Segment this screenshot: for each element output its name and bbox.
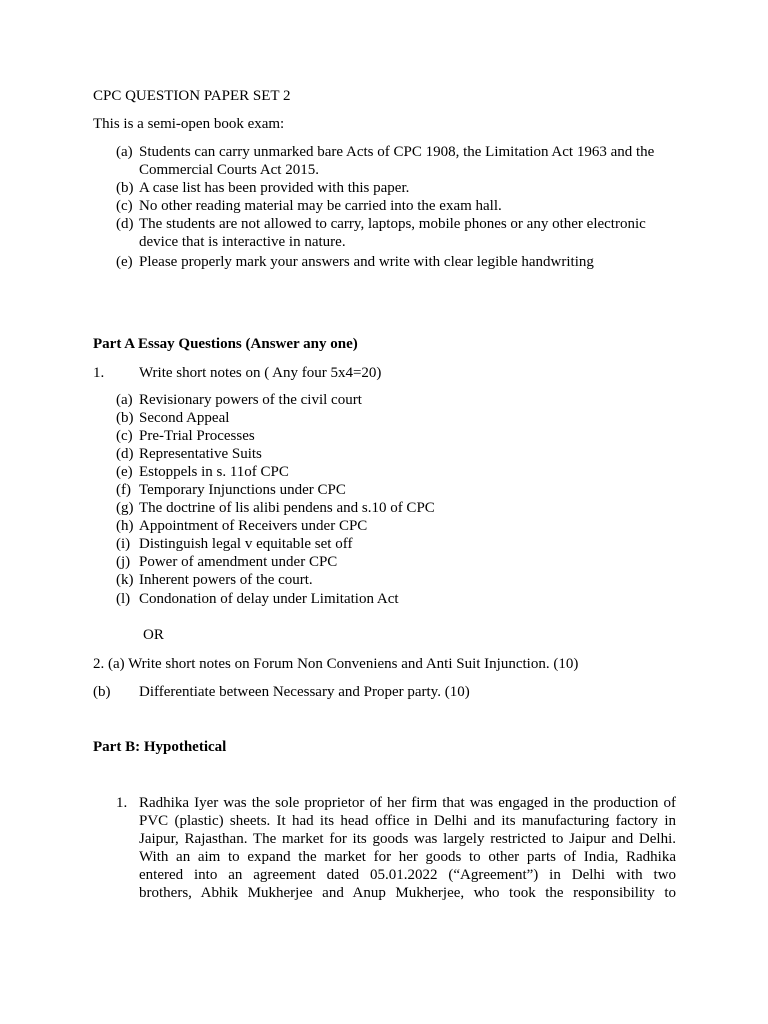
list-item (116, 409, 676, 427)
list-item-label: (e) (116, 464, 133, 480)
rule-item (116, 253, 676, 271)
list-item-text: Distinguish legal v equitable set off (139, 536, 353, 552)
rule-item (116, 197, 676, 215)
list-item (116, 427, 676, 445)
page-title: CPC QUESTION PAPER SET 2 (93, 88, 291, 104)
rule-label: (c) (116, 198, 133, 214)
list-item-label: (a) (116, 392, 133, 408)
list-item-text: Appointment of Receivers under CPC (139, 518, 368, 534)
paragraph-line: PVC (plastic) sheets. It had its head office in Delhi and its manufacturing factory in (139, 813, 676, 829)
list-item (116, 499, 676, 517)
hypothetical-question (116, 794, 676, 902)
list-item-text: Estoppels in s. 11of CPC (139, 464, 289, 480)
paragraph-line: entered into an agreement dated 05.01.2022 (“Agreement”) in Delhi with two (139, 867, 676, 883)
list-item (116, 517, 676, 535)
paragraph-line: Jaipur, Rajasthan. The market for its goods was largely restricted to Jaipur and Delhi. (139, 831, 676, 847)
rule-label: (a) (116, 144, 133, 160)
paragraph-line: brothers, Abhik Mukherjee and Anup Mukherjee, who took the responsibility to (139, 885, 676, 901)
list-item (116, 445, 676, 463)
list-item-label: (f) (116, 482, 131, 498)
list-item-text: The doctrine of lis alibi pendens and s.10 of CPC (139, 500, 435, 516)
question-2a: 2. (a) Write short notes on Forum Non Conveniens and Anti Suit Injunction. (10) (93, 656, 579, 672)
rule-text-line: The students are not allowed to carry, laptops, mobile phones or any other electronic (139, 216, 646, 232)
list-item-label: (i) (116, 536, 131, 552)
list-item-label: (h) (116, 518, 134, 534)
question-2b-text: Differentiate between Necessary and Proper party. (10) (139, 684, 470, 700)
list-item-label: (g) (116, 500, 134, 516)
question-2b-label: (b) (93, 684, 111, 700)
rule-text-line: device that is interactive in nature. (139, 234, 346, 250)
list-item-text: Pre-Trial Processes (139, 428, 255, 444)
question-number: 1. (93, 365, 105, 381)
rule-label: (e) (116, 254, 133, 270)
list-item-text: Inherent powers of the court. (139, 572, 313, 588)
rule-text-line: Commercial Courts Act 2015. (139, 162, 319, 178)
part-b-heading: Part B: Hypothetical (93, 739, 227, 755)
paragraph-line: Radhika Iyer was the sole proprietor of her firm that was engaged in the production of (139, 795, 676, 811)
list-item-label: (k) (116, 572, 134, 588)
rule-item (116, 215, 676, 251)
list-item-label: (j) (116, 554, 131, 570)
question-text: Write short notes on ( Any four 5x4=20) (139, 365, 382, 381)
list-item-label: (b) (116, 410, 134, 426)
list-item-text: Representative Suits (139, 446, 262, 462)
rule-text-line: Please properly mark your answers and write with clear legible handwriting (139, 254, 594, 270)
list-item-label: (d) (116, 446, 134, 462)
list-item-text: Condonation of delay under Limitation Act (139, 591, 399, 607)
list-item (116, 590, 676, 608)
list-item-text: Temporary Injunctions under CPC (139, 482, 346, 498)
intro-text: This is a semi-open book exam: (93, 116, 285, 132)
rule-item (116, 143, 676, 179)
list-item-text: Second Appeal (139, 410, 230, 426)
part-a-heading: Part A Essay Questions (Answer any one) (93, 336, 358, 352)
list-item (116, 571, 676, 589)
rule-item (116, 179, 676, 197)
list-item (116, 481, 676, 499)
list-item-text: Power of amendment under CPC (139, 554, 338, 570)
list-item-label: (c) (116, 428, 133, 444)
rule-text-line: A case list has been provided with this paper. (139, 180, 410, 196)
list-item-text: Revisionary powers of the civil court (139, 392, 362, 408)
rule-text-line: Students can carry unmarked bare Acts of CPC 1908, the Limitation Act 1963 and the (139, 144, 655, 160)
list-item (116, 463, 676, 481)
list-item (116, 391, 676, 409)
list-item (116, 535, 676, 553)
list-item (116, 553, 676, 571)
rule-label: (b) (116, 180, 134, 196)
list-item-label: (l) (116, 591, 131, 607)
rule-text-line: No other reading material may be carried into the exam hall. (139, 198, 502, 214)
rule-label: (d) (116, 216, 134, 232)
paragraph-line: With an aim to expand the market for her goods to other parts of India, Radhika (139, 849, 676, 865)
or-separator: OR (143, 627, 164, 643)
question-number: 1. (116, 795, 128, 811)
